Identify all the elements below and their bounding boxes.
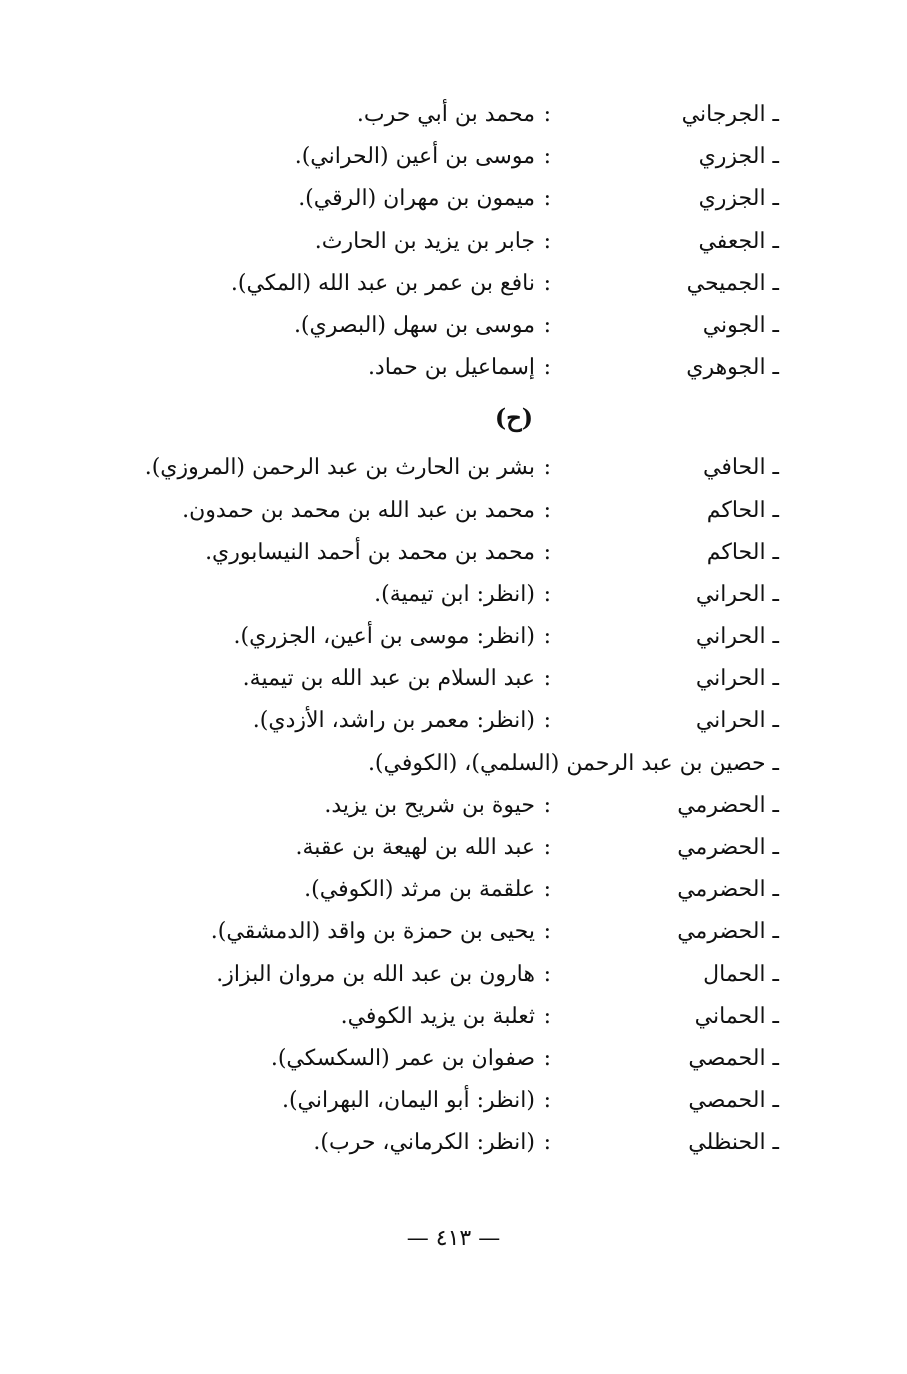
- nisba-label: ـ الحضرمي: [677, 919, 779, 945]
- nisba-index-list: [99, 94, 779, 1165]
- nisba-label: ـ الجوني: [702, 312, 779, 338]
- full-name: محمد بن أبي حرب.: [356, 102, 535, 127]
- separator: :: [543, 666, 551, 692]
- index-entry: [99, 532, 779, 574]
- separator: :: [543, 1130, 551, 1156]
- nisba-label: ـ الحراني: [695, 666, 779, 692]
- full-name: نافع بن عمر بن عبد الله (المكي).: [230, 270, 535, 296]
- nisba-label: ـ الحضرمي: [677, 877, 779, 903]
- index-entry: [99, 1080, 779, 1122]
- full-entry-text: ـ حصين بن عبد الرحمن (السلمي)، (الكوفي).: [367, 750, 779, 776]
- full-name: (انظر: ابن تيمية).: [374, 581, 535, 607]
- separator: :: [543, 270, 551, 296]
- nisba-label: ـ الحاكم: [706, 497, 779, 523]
- separator: :: [543, 624, 551, 650]
- nisba-label: ـ الجرجاني: [681, 102, 779, 127]
- index-entry: [99, 1038, 779, 1080]
- separator: :: [543, 961, 551, 987]
- index-entry: [99, 263, 779, 305]
- index-entry: [99, 305, 779, 347]
- nisba-label: ـ الجوهري: [686, 355, 779, 381]
- separator: :: [543, 102, 551, 127]
- nisba-label: ـ الحراني: [695, 708, 779, 734]
- full-name: جابر بن يزيد بن الحارث.: [314, 228, 535, 254]
- index-entry: [99, 221, 779, 263]
- nisba-label: ـ الحمال: [703, 961, 779, 987]
- index-entry: [99, 347, 779, 389]
- separator: :: [543, 1045, 551, 1071]
- full-name: محمد بن عبد الله بن محمد بن حمدون.: [182, 497, 535, 523]
- page-number: — ٤١٣ —: [406, 1226, 501, 1251]
- full-name: يحيى بن حمزة بن واقد (الدمشقي).: [210, 919, 535, 945]
- separator: :: [543, 144, 551, 170]
- index-entry: [99, 616, 779, 658]
- nisba-label: ـ الحماني: [694, 1003, 779, 1029]
- index-entry: [99, 954, 779, 996]
- index-entry-single-line: [99, 743, 779, 785]
- index-entry: [99, 136, 779, 178]
- full-name: موسى بن سهل (البصري).: [293, 312, 535, 338]
- separator: :: [543, 228, 551, 254]
- nisba-label: ـ الجزري: [698, 144, 779, 170]
- full-name: إسماعيل بن حماد.: [367, 355, 535, 381]
- nisba-label: ـ الحافي: [702, 455, 779, 481]
- nisba-label: ـ الحنظلي: [688, 1130, 779, 1156]
- full-name: محمد بن محمد بن أحمد النيسابوري.: [205, 539, 535, 565]
- separator: :: [543, 539, 551, 565]
- full-name: (انظر: أبو اليمان، البهراني).: [281, 1088, 535, 1114]
- full-name: بشر بن الحارث بن عبد الرحمن (المروزي).: [144, 455, 535, 481]
- nisba-label: ـ الحمصي: [688, 1045, 779, 1071]
- nisba-label: ـ الحضرمي: [677, 835, 779, 860]
- separator: :: [543, 455, 551, 481]
- full-name: (انظر: الكرماني، حرب).: [313, 1130, 535, 1156]
- full-name: (انظر: موسى بن أعين، الجزري).: [233, 624, 535, 650]
- separator: :: [543, 186, 551, 212]
- index-entry: [99, 869, 779, 911]
- full-name: هارون بن عبد الله بن مروان البزاز.: [216, 961, 535, 987]
- index-entry: [99, 178, 779, 220]
- index-entry: [99, 785, 779, 827]
- separator: :: [543, 877, 551, 903]
- index-entry: [99, 911, 779, 953]
- full-name: صفوان بن عمر (السكسكي).: [270, 1045, 535, 1071]
- separator: :: [543, 497, 551, 523]
- index-entry: [99, 658, 779, 700]
- nisba-label: ـ الحضرمي: [677, 792, 779, 818]
- nisba-label: ـ الجزري: [698, 186, 779, 212]
- full-name: علقمة بن مرثد (الكوفي).: [304, 877, 535, 903]
- separator: :: [543, 581, 551, 607]
- index-entry: [99, 447, 779, 489]
- separator: :: [543, 355, 551, 381]
- nisba-label: ـ الحراني: [695, 581, 779, 607]
- full-name: (انظر: معمر بن راشد، الأزدي).: [252, 708, 535, 734]
- full-name: موسى بن أعين (الحراني).: [294, 144, 535, 170]
- full-name: ميمون بن مهران (الرقي).: [298, 186, 535, 212]
- full-name: ثعلبة بن يزيد الكوفي.: [340, 1003, 535, 1029]
- index-entry: [99, 490, 779, 532]
- section-heading-letter: (ح): [494, 403, 534, 433]
- nisba-label: ـ الحراني: [695, 624, 779, 650]
- full-name: حيوة بن شريح بن يزيد.: [324, 792, 535, 818]
- nisba-label: ـ الجعفي: [698, 228, 779, 254]
- index-entry: [99, 574, 779, 616]
- separator: :: [543, 1003, 551, 1029]
- full-name: عبد الله بن لهيعة بن عقبة.: [295, 835, 535, 860]
- nisba-label: ـ الجميحي: [686, 270, 779, 296]
- index-entry: [99, 94, 779, 136]
- separator: :: [543, 835, 551, 860]
- separator: :: [543, 792, 551, 818]
- index-entry: [99, 700, 779, 742]
- nisba-label: ـ الحمصي: [688, 1088, 779, 1114]
- index-entry: [99, 1122, 779, 1164]
- separator: :: [543, 1088, 551, 1114]
- separator: :: [543, 919, 551, 945]
- index-entry: [99, 996, 779, 1038]
- full-name: عبد السلام بن عبد الله بن تيمية.: [242, 666, 535, 692]
- separator: :: [543, 312, 551, 338]
- nisba-label: ـ الحاكم: [706, 539, 779, 565]
- separator: :: [543, 708, 551, 734]
- index-entry: [99, 827, 779, 869]
